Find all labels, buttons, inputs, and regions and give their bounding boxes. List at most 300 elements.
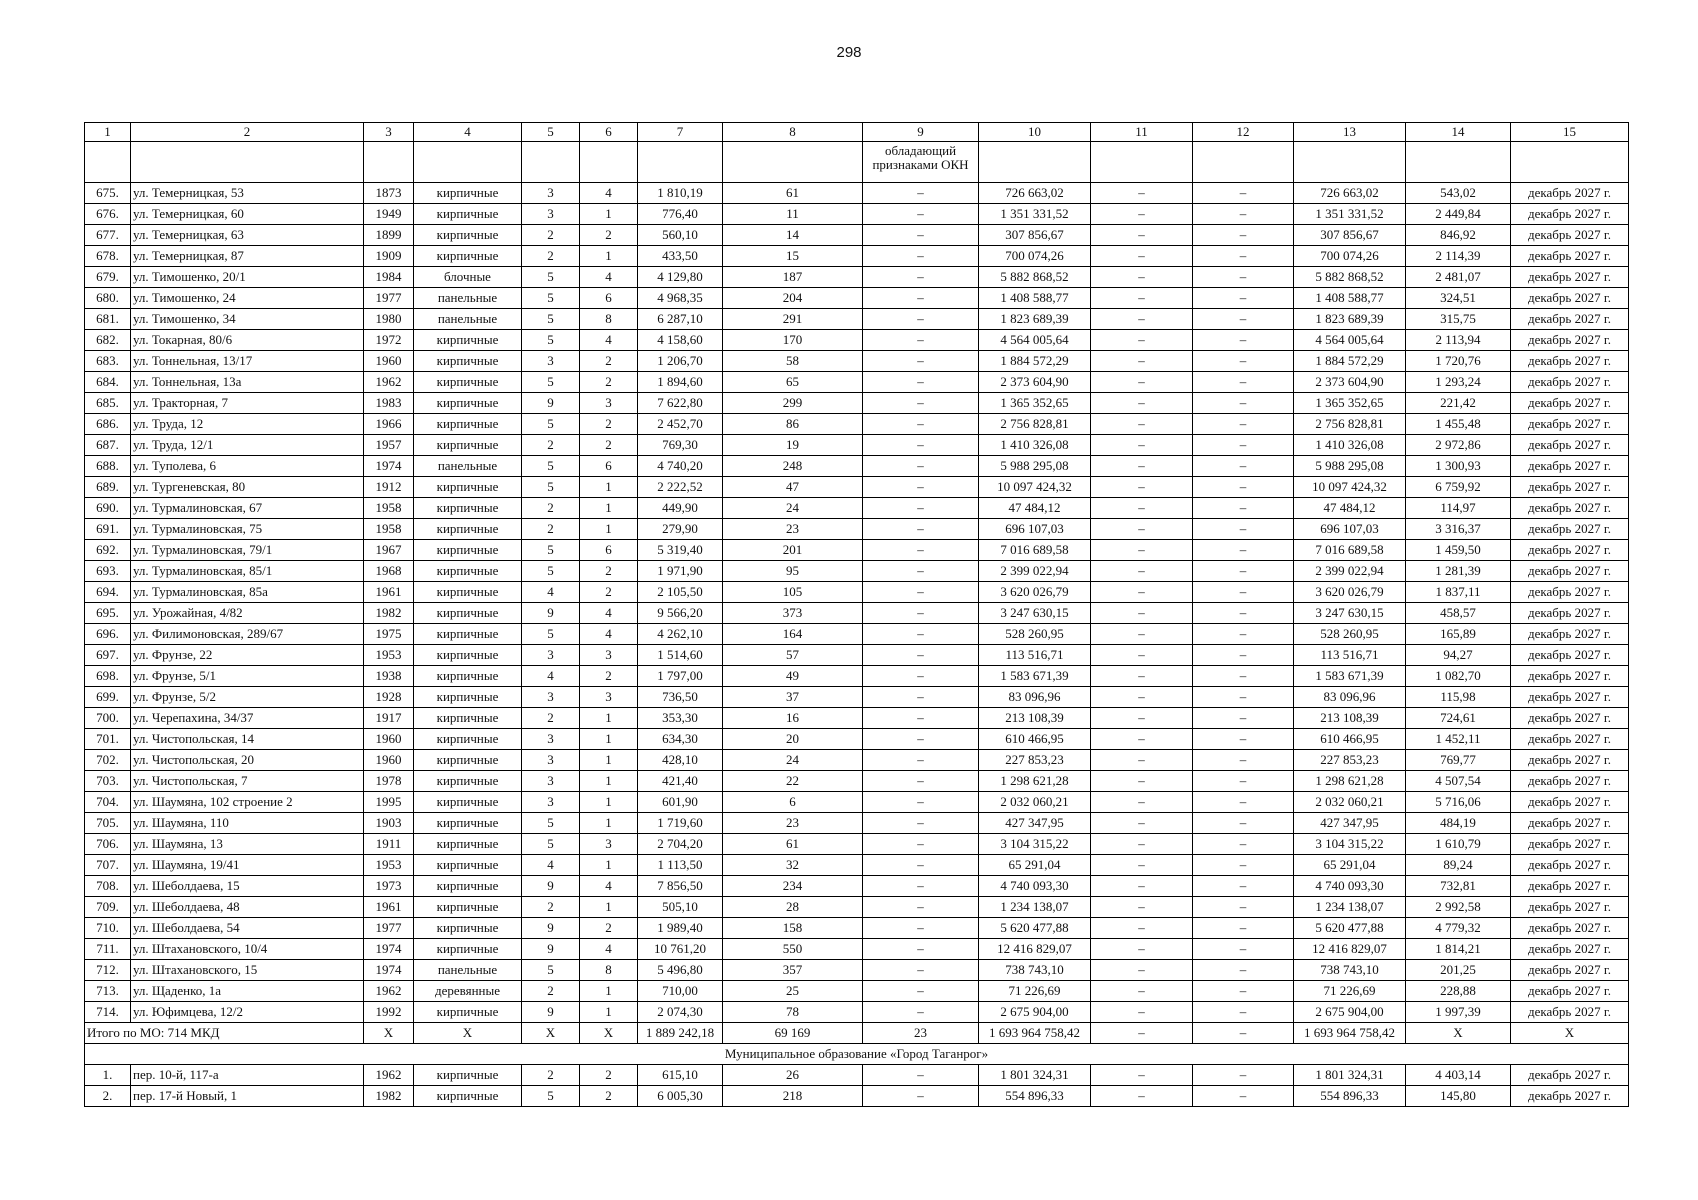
section-title: Муниципальное образование «Город Таганрог» <box>85 1044 1629 1065</box>
table-cell: 4 262,10 <box>638 624 723 645</box>
column-number-cell: 6 <box>580 123 638 142</box>
table-cell: 145,80 <box>1406 1086 1511 1107</box>
table-cell: 5 <box>522 1086 580 1107</box>
table-cell: 2 704,20 <box>638 834 723 855</box>
address-cell: пер. 10-й, 117-а <box>131 1065 364 1086</box>
table-cell: 550 <box>723 939 863 960</box>
table-cell: 1973 <box>364 876 414 897</box>
table-cell: 528 260,95 <box>1294 624 1406 645</box>
table-cell: 1960 <box>364 729 414 750</box>
total-cell: 1 889 242,18 <box>638 1023 723 1044</box>
table-cell: 2 399 022,94 <box>1294 561 1406 582</box>
total-cell: – <box>1091 1023 1193 1044</box>
column-number-cell: 12 <box>1193 123 1294 142</box>
address-cell: ул. Тоннельная, 13а <box>131 372 364 393</box>
table-cell: кирпичные <box>414 1002 522 1023</box>
table-cell: 291 <box>723 309 863 330</box>
table-cell: декабрь 2027 г. <box>1511 792 1629 813</box>
table-cell: 2 992,58 <box>1406 897 1511 918</box>
table-cell: 696. <box>85 624 131 645</box>
table-cell: 2 105,50 <box>638 582 723 603</box>
table-cell: 5 620 477,88 <box>979 918 1091 939</box>
table-cell: 1 410 326,08 <box>1294 435 1406 456</box>
table-cell: 5 <box>522 834 580 855</box>
table-cell: – <box>1091 729 1193 750</box>
table-cell: 8 <box>580 960 638 981</box>
table-cell: – <box>863 456 979 477</box>
total-cell: X <box>580 1023 638 1044</box>
table-row <box>85 897 1629 918</box>
table-cell: 2 449,84 <box>1406 204 1511 225</box>
table-cell: 680. <box>85 288 131 309</box>
table-cell: 20 <box>723 729 863 750</box>
table-cell: 1961 <box>364 897 414 918</box>
table-cell: 610 466,95 <box>1294 729 1406 750</box>
table-cell: 158 <box>723 918 863 939</box>
table-cell: 1 234 138,07 <box>979 897 1091 918</box>
table-cell: – <box>863 204 979 225</box>
table-cell: декабрь 2027 г. <box>1511 330 1629 351</box>
table-cell: 5 <box>522 267 580 288</box>
table-cell: кирпичные <box>414 330 522 351</box>
table-cell: 1 823 689,39 <box>979 309 1091 330</box>
table-cell: 7 016 689,58 <box>979 540 1091 561</box>
table-cell: 3 <box>522 204 580 225</box>
table-cell: 5 <box>522 309 580 330</box>
table-cell: 2 <box>522 897 580 918</box>
table-cell: 433,50 <box>638 246 723 267</box>
table-cell: декабрь 2027 г. <box>1511 918 1629 939</box>
table-cell: – <box>863 939 979 960</box>
table-cell: кирпичные <box>414 414 522 435</box>
table-cell: – <box>1091 582 1193 603</box>
address-cell: ул. Турмалиновская, 79/1 <box>131 540 364 561</box>
table-cell: 421,40 <box>638 771 723 792</box>
table-cell: 505,10 <box>638 897 723 918</box>
table-cell: – <box>863 834 979 855</box>
address-cell: ул. Туполева, 6 <box>131 456 364 477</box>
table-cell: декабрь 2027 г. <box>1511 1002 1629 1023</box>
column-number-cell: 13 <box>1294 123 1406 142</box>
table-cell: 1 234 138,07 <box>1294 897 1406 918</box>
table-cell: – <box>863 582 979 603</box>
table-cell: – <box>1193 204 1294 225</box>
table-cell: – <box>1091 477 1193 498</box>
table-cell: декабрь 2027 г. <box>1511 351 1629 372</box>
table-cell: – <box>863 981 979 1002</box>
address-cell: ул. Тимошенко, 20/1 <box>131 267 364 288</box>
table-cell: 4 158,60 <box>638 330 723 351</box>
table-cell: 22 <box>723 771 863 792</box>
table-cell: 846,92 <box>1406 225 1511 246</box>
table-cell: – <box>1091 981 1193 1002</box>
table-cell: 1 300,93 <box>1406 456 1511 477</box>
page-number: 298 <box>836 44 862 61</box>
table-cell: 5 496,80 <box>638 960 723 981</box>
table-cell: 693. <box>85 561 131 582</box>
table-cell: 2 <box>522 708 580 729</box>
table-cell: – <box>863 918 979 939</box>
table-cell: – <box>1193 519 1294 540</box>
table-cell: 691. <box>85 519 131 540</box>
table-cell: 711. <box>85 939 131 960</box>
table-cell: 1 408 588,77 <box>979 288 1091 309</box>
table-cell: – <box>1193 1065 1294 1086</box>
table-row <box>85 582 1629 603</box>
table-cell: 1 989,40 <box>638 918 723 939</box>
table-row <box>85 435 1629 456</box>
table-row <box>85 960 1629 981</box>
table-cell: 712. <box>85 960 131 981</box>
table-row <box>85 498 1629 519</box>
table-cell: 6 <box>580 456 638 477</box>
table-cell: 1962 <box>364 372 414 393</box>
table-cell: 5 319,40 <box>638 540 723 561</box>
table-cell: декабрь 2027 г. <box>1511 393 1629 414</box>
table-cell: – <box>863 603 979 624</box>
table-cell: панельные <box>414 288 522 309</box>
table-cell: – <box>1193 393 1294 414</box>
table-row <box>85 267 1629 288</box>
table-row <box>85 918 1629 939</box>
table-cell: – <box>1193 540 1294 561</box>
table-cell: 1 <box>580 792 638 813</box>
table-cell: – <box>863 288 979 309</box>
col9-subheader: обладающий признаками ОКН <box>863 142 979 183</box>
table-cell: – <box>1193 624 1294 645</box>
table-cell: 279,90 <box>638 519 723 540</box>
table-cell: – <box>1091 351 1193 372</box>
table-cell: – <box>863 1086 979 1107</box>
table-cell: 9 <box>522 918 580 939</box>
table-row <box>85 225 1629 246</box>
table-cell: – <box>863 561 979 582</box>
address-cell: ул. Тракторная, 7 <box>131 393 364 414</box>
table-cell: 769,30 <box>638 435 723 456</box>
table-cell: – <box>1091 666 1193 687</box>
table-cell: 14 <box>723 225 863 246</box>
address-cell: ул. Фрунзе, 22 <box>131 645 364 666</box>
table-cell: 1 <box>580 708 638 729</box>
subheader-row <box>85 142 1629 183</box>
table-cell: кирпичные <box>414 918 522 939</box>
table-cell: 2 <box>580 414 638 435</box>
table-cell: 11 <box>723 204 863 225</box>
table-cell: 5 716,06 <box>1406 792 1511 813</box>
table-cell: – <box>863 498 979 519</box>
table-cell: 1995 <box>364 792 414 813</box>
table-cell: 724,61 <box>1406 708 1511 729</box>
table-cell: 710,00 <box>638 981 723 1002</box>
table-cell: – <box>1091 918 1193 939</box>
table-row <box>85 666 1629 687</box>
table-cell: 1953 <box>364 855 414 876</box>
table-cell: 3 247 630,15 <box>1294 603 1406 624</box>
table-cell: – <box>863 729 979 750</box>
table-cell: 776,40 <box>638 204 723 225</box>
table-cell: 2 <box>580 1065 638 1086</box>
table-cell: кирпичные <box>414 750 522 771</box>
table-cell: – <box>863 750 979 771</box>
table-cell: 2. <box>85 1086 131 1107</box>
table-cell: 449,90 <box>638 498 723 519</box>
table-cell: декабрь 2027 г. <box>1511 477 1629 498</box>
table-cell: кирпичные <box>414 729 522 750</box>
table-cell: – <box>1091 225 1193 246</box>
table-cell: – <box>863 267 979 288</box>
table-cell: кирпичные <box>414 1086 522 1107</box>
table-cell: 3 <box>580 393 638 414</box>
address-cell: ул. Темерницкая, 60 <box>131 204 364 225</box>
table-cell: 678. <box>85 246 131 267</box>
table-cell: 114,97 <box>1406 498 1511 519</box>
table-cell: 15 <box>723 246 863 267</box>
table-cell: 5 <box>522 813 580 834</box>
table-cell: 23 <box>723 813 863 834</box>
table-cell: 1 823 689,39 <box>1294 309 1406 330</box>
table-cell: – <box>1091 687 1193 708</box>
table-cell: 1977 <box>364 918 414 939</box>
address-cell: ул. Фрунзе, 5/2 <box>131 687 364 708</box>
table-cell: 1873 <box>364 183 414 204</box>
table-cell: 1967 <box>364 540 414 561</box>
table-cell: – <box>863 393 979 414</box>
table-cell: – <box>1193 435 1294 456</box>
table-cell: – <box>1193 813 1294 834</box>
address-cell: ул. Фрунзе, 5/1 <box>131 666 364 687</box>
table-cell: – <box>863 624 979 645</box>
table-cell: 5 882 868,52 <box>979 267 1091 288</box>
table-cell: 677. <box>85 225 131 246</box>
table-cell: 1 351 331,52 <box>979 204 1091 225</box>
table-cell: 2 399 022,94 <box>979 561 1091 582</box>
table-cell: 4 740,20 <box>638 456 723 477</box>
table-cell: – <box>1091 309 1193 330</box>
table-cell: 710. <box>85 918 131 939</box>
table-cell: – <box>1193 603 1294 624</box>
table-cell: 1917 <box>364 708 414 729</box>
table-cell: 307 856,67 <box>1294 225 1406 246</box>
table-cell: 1 <box>580 498 638 519</box>
table-cell: – <box>1193 897 1294 918</box>
address-cell: ул. Шаумяна, 102 строение 2 <box>131 792 364 813</box>
table-cell: 1974 <box>364 456 414 477</box>
table-cell: 696 107,03 <box>979 519 1091 540</box>
total-cell: 23 <box>863 1023 979 1044</box>
table-row <box>85 288 1629 309</box>
table-cell: – <box>1091 792 1193 813</box>
table-cell: 706. <box>85 834 131 855</box>
table-cell: – <box>1193 582 1294 603</box>
table-cell: 2 <box>522 519 580 540</box>
table-row <box>85 246 1629 267</box>
table-row <box>85 687 1629 708</box>
table-cell: 1938 <box>364 666 414 687</box>
table-cell: 1 <box>580 477 638 498</box>
table-cell: 2 <box>580 582 638 603</box>
table-cell: 1 455,48 <box>1406 414 1511 435</box>
table-cell: декабрь 2027 г. <box>1511 708 1629 729</box>
table-cell: кирпичные <box>414 477 522 498</box>
table-cell: 12 416 829,07 <box>1294 939 1406 960</box>
table-cell: 3 <box>522 183 580 204</box>
table-cell: 1982 <box>364 1086 414 1107</box>
address-cell: ул. Турмалиновская, 67 <box>131 498 364 519</box>
table-cell: – <box>1193 330 1294 351</box>
table-body <box>85 123 1629 1107</box>
table-cell: 2 114,39 <box>1406 246 1511 267</box>
table-cell: 28 <box>723 897 863 918</box>
table-cell: 687. <box>85 435 131 456</box>
table-row <box>85 183 1629 204</box>
table-cell: 1 459,50 <box>1406 540 1511 561</box>
table-cell: 1957 <box>364 435 414 456</box>
table-cell: 4 968,35 <box>638 288 723 309</box>
table-cell: 49 <box>723 666 863 687</box>
column-number-cell: 11 <box>1091 123 1193 142</box>
table-cell: декабрь 2027 г. <box>1511 687 1629 708</box>
table-cell: 227 853,23 <box>979 750 1091 771</box>
table-row <box>85 1065 1629 1086</box>
table-cell: 1 365 352,65 <box>1294 393 1406 414</box>
address-cell: ул. Шеболдаева, 15 <box>131 876 364 897</box>
address-cell: ул. Тоннельная, 13/17 <box>131 351 364 372</box>
table-row <box>85 351 1629 372</box>
table-cell: 6 <box>580 540 638 561</box>
table-cell: 10 097 424,32 <box>1294 477 1406 498</box>
table-cell: 89,24 <box>1406 855 1511 876</box>
table-cell: 5 <box>522 330 580 351</box>
table-cell: – <box>1193 1002 1294 1023</box>
table-cell: 6 <box>580 288 638 309</box>
table-cell: – <box>863 687 979 708</box>
total-cell: X <box>414 1023 522 1044</box>
table-cell: 726 663,02 <box>1294 183 1406 204</box>
table-cell: 1 720,76 <box>1406 351 1511 372</box>
table-cell: кирпичные <box>414 498 522 519</box>
address-cell: ул. Шаумяна, 110 <box>131 813 364 834</box>
total-cell: X <box>364 1023 414 1044</box>
table-cell: 2 <box>522 498 580 519</box>
table-cell: декабрь 2027 г. <box>1511 603 1629 624</box>
table-cell: 7 856,50 <box>638 876 723 897</box>
table-cell: 676. <box>85 204 131 225</box>
table-cell: 95 <box>723 561 863 582</box>
total-label: Итого по МО: 714 МКД <box>85 1023 364 1044</box>
table-cell: декабрь 2027 г. <box>1511 771 1629 792</box>
table-cell: 23 <box>723 519 863 540</box>
table-cell: 37 <box>723 687 863 708</box>
table-cell: декабрь 2027 г. <box>1511 582 1629 603</box>
table-cell: 1 884 572,29 <box>979 351 1091 372</box>
table-cell: 2 032 060,21 <box>1294 792 1406 813</box>
table-cell: 1960 <box>364 750 414 771</box>
table-cell: декабрь 2027 г. <box>1511 939 1629 960</box>
table-cell: 1 884 572,29 <box>1294 351 1406 372</box>
table-cell: кирпичные <box>414 834 522 855</box>
table-cell: – <box>1091 246 1193 267</box>
table-row <box>85 855 1629 876</box>
table-cell: – <box>1091 393 1193 414</box>
table-cell: 1 <box>580 1002 638 1023</box>
table-cell: 204 <box>723 288 863 309</box>
column-number-cell: 1 <box>85 123 131 142</box>
table-cell: кирпичные <box>414 435 522 456</box>
table-cell: 2 <box>522 1065 580 1086</box>
table-cell: – <box>1091 372 1193 393</box>
table-cell: 4 <box>580 876 638 897</box>
table-cell: 1 <box>580 813 638 834</box>
table-cell: 165,89 <box>1406 624 1511 645</box>
table-cell: 3 620 026,79 <box>1294 582 1406 603</box>
table-cell: 5 620 477,88 <box>1294 918 1406 939</box>
table-cell: 58 <box>723 351 863 372</box>
table-cell: 2 756 828,81 <box>1294 414 1406 435</box>
table-cell: 4 <box>580 624 638 645</box>
table-cell: 713. <box>85 981 131 1002</box>
table-cell: 1962 <box>364 981 414 1002</box>
table-cell: 1 082,70 <box>1406 666 1511 687</box>
table-cell: 357 <box>723 960 863 981</box>
table-cell: 57 <box>723 645 863 666</box>
table-cell: 2 <box>580 351 638 372</box>
table-cell: 5 <box>522 561 580 582</box>
table-cell: 9 <box>522 939 580 960</box>
table-row <box>85 309 1629 330</box>
table-cell: 686. <box>85 414 131 435</box>
table-cell: 3 <box>522 687 580 708</box>
table-cell: 1966 <box>364 414 414 435</box>
table-cell: деревянные <box>414 981 522 1002</box>
table-cell: декабрь 2027 г. <box>1511 309 1629 330</box>
table-cell: кирпичные <box>414 540 522 561</box>
table-cell: – <box>1193 645 1294 666</box>
table-cell: 2 <box>522 981 580 1002</box>
table-cell: – <box>1193 855 1294 876</box>
table-cell: 688. <box>85 456 131 477</box>
table-cell: 61 <box>723 183 863 204</box>
table-cell: – <box>863 1065 979 1086</box>
table-cell: – <box>1091 519 1193 540</box>
table-cell: – <box>1193 666 1294 687</box>
table-cell: 1909 <box>364 246 414 267</box>
table-cell: – <box>1193 708 1294 729</box>
table-cell: 2 675 904,00 <box>1294 1002 1406 1023</box>
table-cell: 4 564 005,64 <box>1294 330 1406 351</box>
table-row <box>85 834 1629 855</box>
table-cell: – <box>863 519 979 540</box>
table-cell: 1 <box>580 897 638 918</box>
table-cell: 4 740 093,30 <box>979 876 1091 897</box>
table-cell: 9 <box>522 876 580 897</box>
table-cell: – <box>1091 288 1193 309</box>
table-cell: 1 801 324,31 <box>1294 1065 1406 1086</box>
table-cell: 1974 <box>364 939 414 960</box>
table-cell: – <box>863 666 979 687</box>
table-cell: 703. <box>85 771 131 792</box>
table-cell: 4 <box>580 183 638 204</box>
table-cell: – <box>1193 267 1294 288</box>
table-cell: декабрь 2027 г. <box>1511 435 1629 456</box>
table-cell: 1 894,60 <box>638 372 723 393</box>
table-cell: 5 <box>522 414 580 435</box>
table-cell: 2 <box>522 246 580 267</box>
table-cell: 696 107,03 <box>1294 519 1406 540</box>
table-cell: декабрь 2027 г. <box>1511 288 1629 309</box>
address-cell: пер. 17-й Новый, 1 <box>131 1086 364 1107</box>
table-cell: – <box>1193 960 1294 981</box>
table-cell: декабрь 2027 г. <box>1511 1086 1629 1107</box>
